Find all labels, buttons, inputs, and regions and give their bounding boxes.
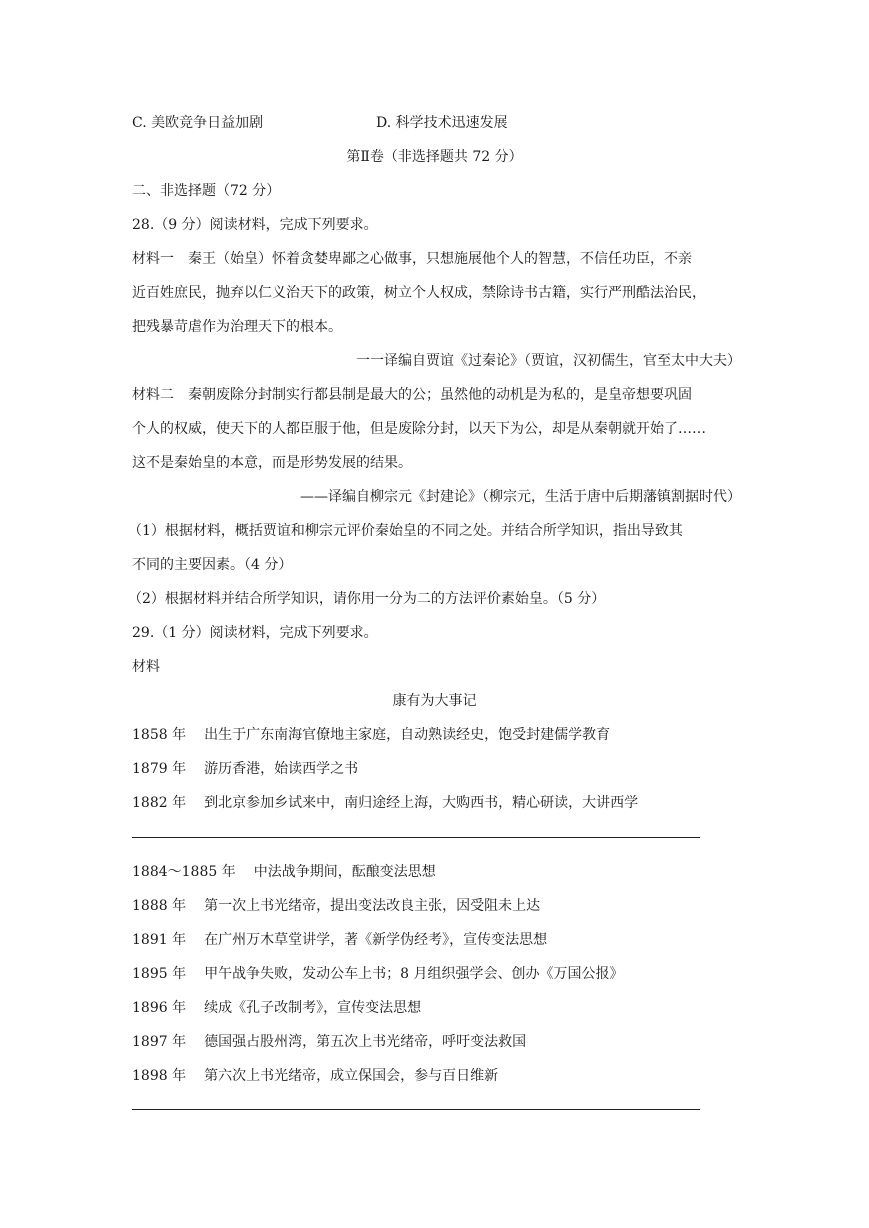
divider — [132, 837, 700, 838]
timeline-year: 1884～1885 年 — [132, 864, 236, 880]
timeline-event: 德国强占股州湾，第五次上书光绪帝，呼吁变法救国 — [204, 1034, 527, 1050]
q28-material1-line3: 把残暴苛虐作为治理天下的根本。 — [132, 319, 342, 335]
timeline-year: 1891 年 — [132, 932, 187, 948]
q28-subquestion1-line1: （1）根据材料，概括贾谊和柳宗元评价秦始皇的不同之处。并结合所学知识，指出导致其 — [128, 523, 683, 539]
divider — [132, 1109, 700, 1110]
q28-subquestion2: （2）根据材料并结合所学知识，请你用一分为二的方法评价素始皇。（5 分） — [128, 591, 606, 607]
timeline-row — [132, 964, 623, 984]
q29-stem: 29.（1 分）阅读材料，完成下列要求。 — [132, 625, 378, 641]
timeline-event: 第一次上书光绪帝，提出变法改良主张，因受阻未上达 — [204, 898, 541, 914]
section-title: 第Ⅱ卷（非选择题共 72 分） — [346, 149, 523, 165]
timeline-year: 1896 年 — [132, 1000, 187, 1016]
timeline-row — [132, 1032, 526, 1052]
timeline-event: 第六次上书光绪帝，成立保国会，参与百日维新 — [204, 1068, 499, 1084]
timeline-year: 1882 年 — [132, 795, 187, 811]
timeline-row — [132, 725, 610, 745]
timeline-event: 续成《孔子改制考》，宣传变法思想 — [204, 1000, 422, 1016]
section-heading: 二、非选择题（72 分） — [132, 183, 281, 199]
timeline-row — [132, 759, 358, 779]
timeline-year: 1897 年 — [132, 1034, 187, 1050]
q28-stem: 28.（9 分）阅读材料，完成下列要求。 — [132, 217, 378, 233]
timeline-event: 游历香港，始读西学之书 — [204, 761, 359, 777]
q28-material1-source: 一一译编自贾谊《过秦论》（贾谊，汉初儒生，官至太中大夫） — [356, 353, 741, 369]
q28-material1-line1: 材料一 秦王（始皇）怀着贪婪卑鄙之心做事，只想施展他个人的智慧，不信任功臣，不亲 — [132, 251, 692, 267]
option-c: C. 美欧竞争日益加剧 — [132, 115, 264, 131]
q28-material2-line3: 这不是秦始皇的本意，而是形势发展的结果。 — [132, 455, 412, 471]
timeline-event: 在广州万木草堂讲学，著《新学伪经考》，宣传变法思想 — [204, 932, 548, 948]
q28-material2-source: ——译编自柳宗元《封建论》（柳宗元，生活于唐中后期藩镇割据时代） — [300, 489, 741, 505]
timeline-event: 出生于广东南海官僚地主家庭，自动熟读经史，饱受封建儒学教育 — [204, 727, 611, 743]
q28-subquestion1-line2: 不同的主要因素。（4 分） — [132, 557, 293, 573]
timeline-year: 1888 年 — [132, 898, 187, 914]
timeline-event: 中法战争期间，酝酿变法思想 — [253, 864, 436, 880]
q29-material-label: 材料 — [132, 659, 160, 675]
timeline-year: 1898 年 — [132, 1068, 187, 1084]
timeline-row — [132, 862, 436, 882]
timeline-row — [132, 1066, 498, 1086]
timeline-event: 到北京参加乡试来中，南归途经上海，大购西书，精心研读，大讲西学 — [204, 795, 639, 811]
q28-material2-line2: 个人的权威，使天下的人都臣服于他，但是废除分封，以天下为公，却是从秦朝就开始了…… — [132, 421, 706, 437]
timeline-title: 康有为大事记 — [392, 693, 477, 709]
timeline-row — [132, 896, 540, 916]
timeline-row — [132, 930, 547, 950]
timeline-row — [132, 998, 421, 1018]
q28-material1-line2: 近百姓庶民，抛弃以仁义治天下的政策，树立个人权成，禁除诗书古籍，实行严刑酷法治民， — [132, 285, 706, 301]
timeline-event: 甲午战争失败，发动公车上书；8 月组织强学会、创办《万国公报》 — [204, 966, 624, 982]
timeline-year: 1895 年 — [132, 966, 187, 982]
q28-material2-line1: 材料二 秦朝废除分封制实行都县制是最大的公；虽然他的动机是为私的，是皇帝想要巩固 — [132, 387, 692, 403]
timeline-row — [132, 793, 638, 813]
timeline-year: 1879 年 — [132, 761, 187, 777]
option-d: D. 科学技术迅速发展 — [376, 115, 508, 131]
timeline-year: 1858 年 — [132, 727, 187, 743]
